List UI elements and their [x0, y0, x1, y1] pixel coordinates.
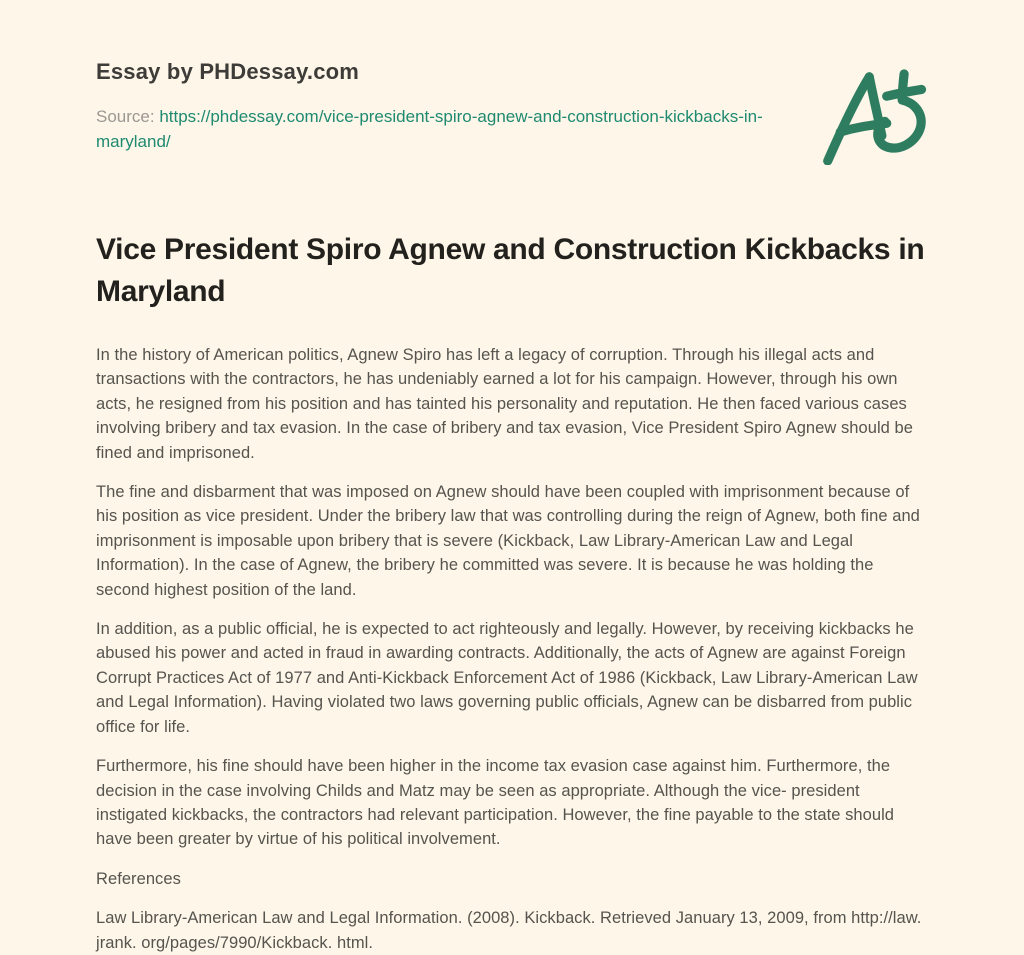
source-label: Source:: [96, 107, 155, 126]
essay-paragraph-3: In addition, as a public official, he is expected to act righteously and legally. However, by receiving kickbacks he abused his power and acted in fraud in awarding contracts. Additionally, the acts of Agnew are against Foreign Corrupt Practices Act of 1977 and Anti-Kickback Enforcement Act of 1986 (Kickback, Law Library-American Law and Legal Information). Having violated two laws governing public officials, Agnew can be disbarred from public office for life.: [96, 620, 918, 736]
source-link[interactable]: https://phdessay.com/vice-president-spiro-agnew-and-construction-kickbacks-in-maryland/: [96, 107, 763, 151]
a-plus-logo-icon: [820, 68, 936, 165]
page-header: [96, 58, 928, 165]
references-heading: References: [96, 869, 181, 888]
source-line: [96, 104, 776, 154]
brand-title: Essay by PHDessay.com: [96, 59, 360, 84]
phdessay-a-plus-logo: [820, 68, 936, 165]
essay-paragraph-2: The fine and disbarment that was imposed on Agnew should have been coupled with imprisonment because of his position as vice president. Under the bribery law that was controlling during the reign of Agnew, both fine and imprisonment is imposable upon bribery that is severe (Kickback, Law Library-American Law and Legal Information). In the case of Agnew, the bribery he committed was severe. It is because he was holding the second highest position of the land.: [96, 483, 920, 599]
essay-paragraph-4: Furthermore, his fine should have been higher in the income tax evasion case against him. Furthermore, the decision in the case involving Childs and Matz may be seen as appropriate. Although the vice- president instigated kickbacks, the contractors had relevant participation. However, the fine payable to the state should have been greater by virtue of his political involvement.: [96, 757, 895, 849]
essay-body: [96, 343, 928, 955]
header-text-block: [96, 58, 776, 154]
reference-entry: Law Library-American Law and Legal Information. (2008). Kickback. Retrieved January 13, 2009, from http://law. jrank. org/pages/7990/Kickback. html.: [96, 909, 922, 952]
essay-title: Vice President Spiro Agnew and Construction Kickbacks in Maryland: [96, 233, 925, 308]
essay-paragraph-1: In the history of American politics, Agnew Spiro has left a legacy of corruption. Through his illegal acts and transactions with the contractors, he has undeniably earned a lot for his campaign. However, through his own acts, he resigned from his position and has tainted his personality and reputation. He then faced various cases involving bribery and tax evasion. In the case of bribery and tax evasion, Vice President Spiro Agnew should be fined and imprisoned.: [96, 346, 913, 462]
